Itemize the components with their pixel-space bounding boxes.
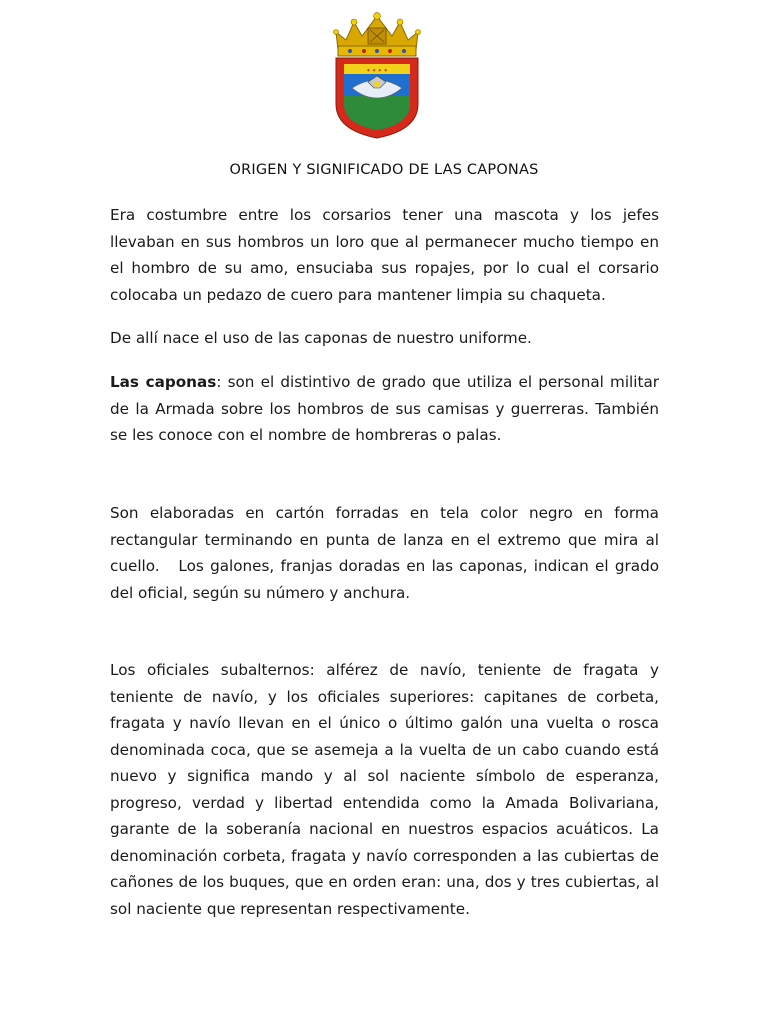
- coat-of-arms-emblem: [330, 12, 424, 140]
- crown-icon: [334, 13, 421, 56]
- paragraph-corsarios: [110, 202, 659, 308]
- paragraph-elaboracion: [110, 500, 664, 606]
- paragraph-origen: [110, 325, 659, 352]
- paragraph-definicion: [110, 369, 659, 449]
- paragraph-text: [110, 369, 659, 449]
- paragraph-text: De allí nace el uso de las caponas de nuestro uniforme.: [110, 329, 532, 347]
- definition-text: : son el distintivo de grado que utiliza el personal militar de la Armada sobre los hombros de sus camisas y guerreras. También se les conoce con el nombre de hombreras o palas.: [110, 373, 659, 444]
- paragraph-text: Era costumbre entre los corsarios tener una mascota y los jefes llevaban en sus hombros un loro que al permanecer mucho tiempo en el hombro de su amo, ensuciaba sus ropajes, por lo cual el corsario colocaba un pedazo de cuero para mantener limpia su chaqueta.: [110, 206, 659, 304]
- svg-text:✶ ✶ ✶ ✶: ✶ ✶ ✶ ✶: [366, 68, 388, 74]
- term-caponas: Las caponas: [110, 373, 217, 391]
- paragraph-text: Los oficiales subalternos: alférez de navío, teniente de fragata y teniente de navío, y los oficiales superiores: capitanes de corbeta, fragata y navío llevan en el único o último galón una vuelta o rosca denominada coca, que se asemeja a la vuelta de un cabo cuando está nuevo y significa mando y al sol naciente símbolo de esperanza, progreso, verdad y libertad entendida como la Amada Bolivariana, garante de la soberanía nacional en nuestros espacios acuáticos. La denominación corbeta, fragata y navío corresponden a las cubiertas de cañones de los buques, que en orden eran: una, dos y tres cubiertas, al sol naciente que representan respectivamente.: [110, 661, 659, 918]
- shield-icon: [336, 58, 418, 138]
- document-title: ORIGEN Y SIGNIFICADO DE LAS CAPONAS: [229, 162, 539, 178]
- paragraph-text: Son elaboradas en cartón forradas en tela color negro en forma rectangular terminando en punta de lanza en el extremo que mira al cuello. Los galones, franjas doradas en las caponas, indican el grado del oficial, según su número y anchura.: [110, 504, 664, 602]
- paragraph-oficiales: [110, 657, 659, 922]
